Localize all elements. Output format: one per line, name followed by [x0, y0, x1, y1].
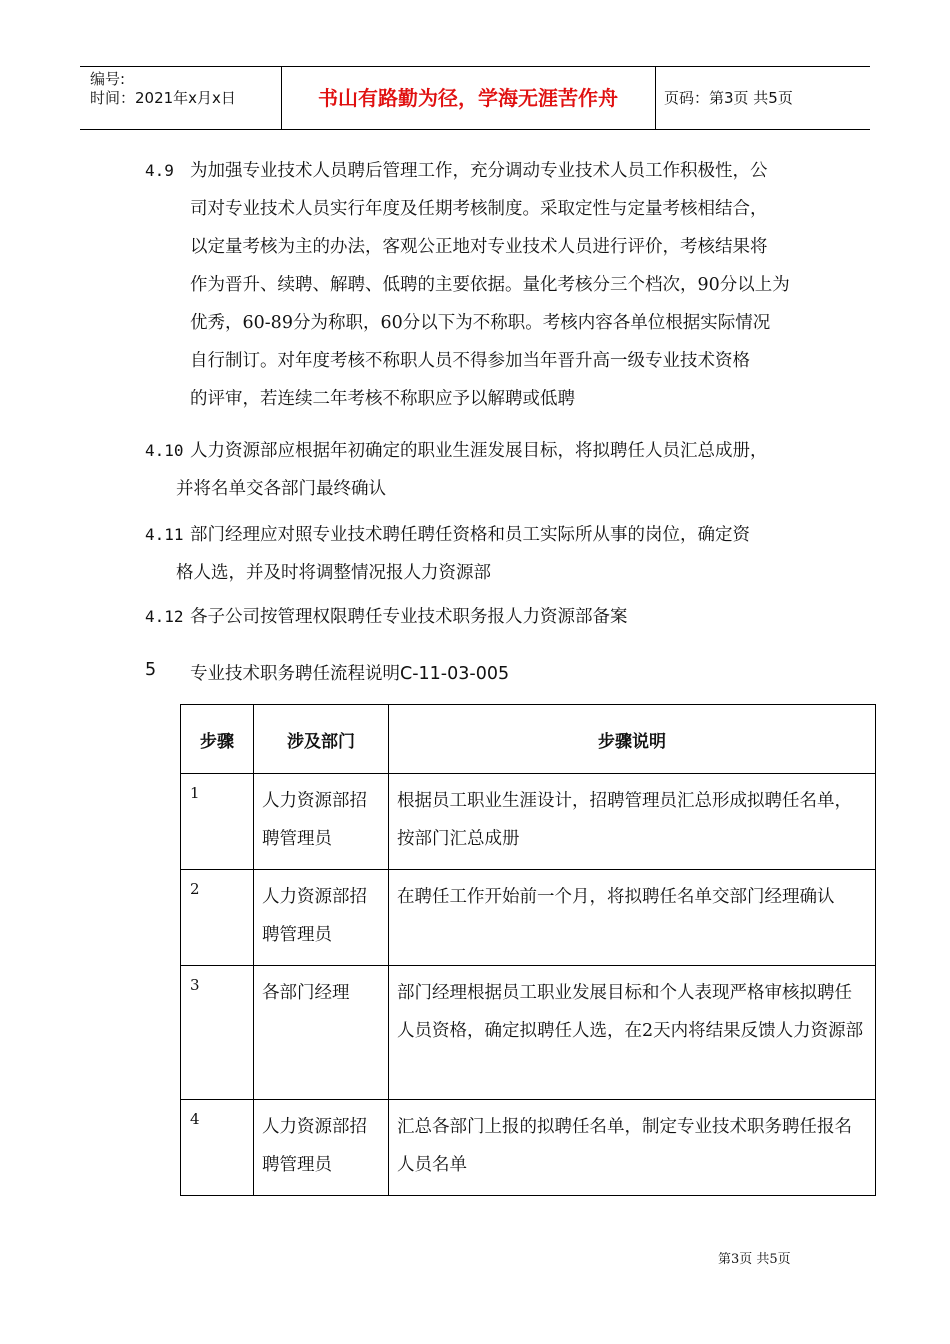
- section-number: 5: [145, 660, 157, 680]
- dept-text: 各部门经理: [262, 983, 350, 1003]
- dept-cell: [254, 1100, 389, 1196]
- clause-number: 4.11: [145, 525, 184, 544]
- clause-number: 4.12: [145, 607, 184, 626]
- header-dept: 涉及部门: [254, 705, 389, 774]
- step-cell: [181, 1100, 254, 1196]
- desc-cell: [389, 774, 876, 870]
- table-row: [181, 774, 876, 870]
- dept-cell: [254, 870, 389, 966]
- clause-line: 优秀，60-89分为称职，60分以下为不称职。考核内容各单位根据实际情况: [190, 313, 771, 333]
- dept-text: 人力资源部招聘管理员: [262, 887, 367, 945]
- time-label: 时间：2021年x月x日: [90, 89, 236, 107]
- step-cell: [181, 774, 254, 870]
- desc-text: 根据员工职业生涯设计，招聘管理员汇总形成拟聘任名单，按部门汇总成册: [397, 791, 852, 849]
- header-desc: 步骤说明: [389, 705, 876, 774]
- dept-cell: [254, 774, 389, 870]
- desc-text: 在聘任工作开始前一个月，将拟聘任名单交部门经理确认: [397, 887, 835, 907]
- code-label: 编号:: [90, 70, 126, 88]
- clause-line: 并将名单交各部门最终确认: [176, 479, 386, 499]
- header-step: 步骤: [181, 705, 254, 774]
- step-number: 1: [190, 784, 200, 802]
- clause-line: 的评审，若连续二年考核不称职应予以解聘或低聘: [190, 389, 575, 409]
- clause-line: 以定量考核为主的办法，客观公正地对专业技术人员进行评价，考核结果将: [190, 237, 768, 257]
- desc-cell: [389, 966, 876, 1100]
- step-number: 2: [190, 880, 200, 898]
- header-divider: [655, 67, 656, 129]
- header-meta: [90, 70, 236, 108]
- desc-text: 部门经理根据员工职业发展目标和个人表现严格审核拟聘任人员资格，确定拟聘任人选，在2天内将结果反馈人力资源部: [397, 983, 864, 1041]
- desc-cell: [389, 1100, 876, 1196]
- clause-number: 4.10: [145, 441, 184, 460]
- dept-text: 人力资源部招聘管理员: [262, 1117, 367, 1175]
- table-row: [181, 1100, 876, 1196]
- dept-cell: [254, 966, 389, 1100]
- step-number: 3: [190, 976, 200, 994]
- table-row: [181, 966, 876, 1100]
- table-header-row: [181, 705, 876, 774]
- clause-line: 司对专业技术人员实行年度及任期考核制度。采取定性与定量考核相结合，: [190, 199, 768, 219]
- clause-line: 部门经理应对照专业技术聘任聘任资格和员工实际所从事的岗位，确定资: [190, 525, 750, 545]
- clause-line: 作为晋升、续聘、解聘、低聘的主要依据。量化考核分三个档次，90分以上为: [190, 275, 790, 295]
- header-motto: 书山有路勤为径，学海无涯苦作舟: [318, 86, 618, 110]
- clause-line: 为加强专业技术人员聘后管理工作，充分调动专业技术人员工作积极性，公: [190, 161, 768, 181]
- clause-line: 自行制订。对年度考核不称职人员不得参加当年晋升高一级专业技术资格: [190, 351, 750, 371]
- process-table: [180, 704, 876, 1196]
- page-footer: 第3页 共5页: [718, 1252, 791, 1267]
- desc-cell: [389, 870, 876, 966]
- page-header: [80, 66, 870, 130]
- clause-line: 格人选，并及时将调整情况报人力资源部: [176, 563, 491, 583]
- dept-text: 人力资源部招聘管理员: [262, 791, 367, 849]
- desc-text: 汇总各部门上报的拟聘任名单，制定专业技术职务聘任报名人员名单: [397, 1117, 852, 1175]
- clause-line: 人力资源部应根据年初确定的职业生涯发展目标，将拟聘任人员汇总成册，: [190, 441, 768, 461]
- table-row: [181, 870, 876, 966]
- clause-line: 各子公司按管理权限聘任专业技术职务报人力资源部备案: [190, 607, 628, 627]
- step-number: 4: [190, 1110, 200, 1128]
- clause-number: 4.9: [145, 161, 174, 180]
- header-page-label: 页码：第3页 共5页: [664, 89, 793, 107]
- step-cell: [181, 870, 254, 966]
- section-title: 专业技术职务聘任流程说明C-11-03-005: [190, 664, 510, 684]
- step-cell: [181, 966, 254, 1100]
